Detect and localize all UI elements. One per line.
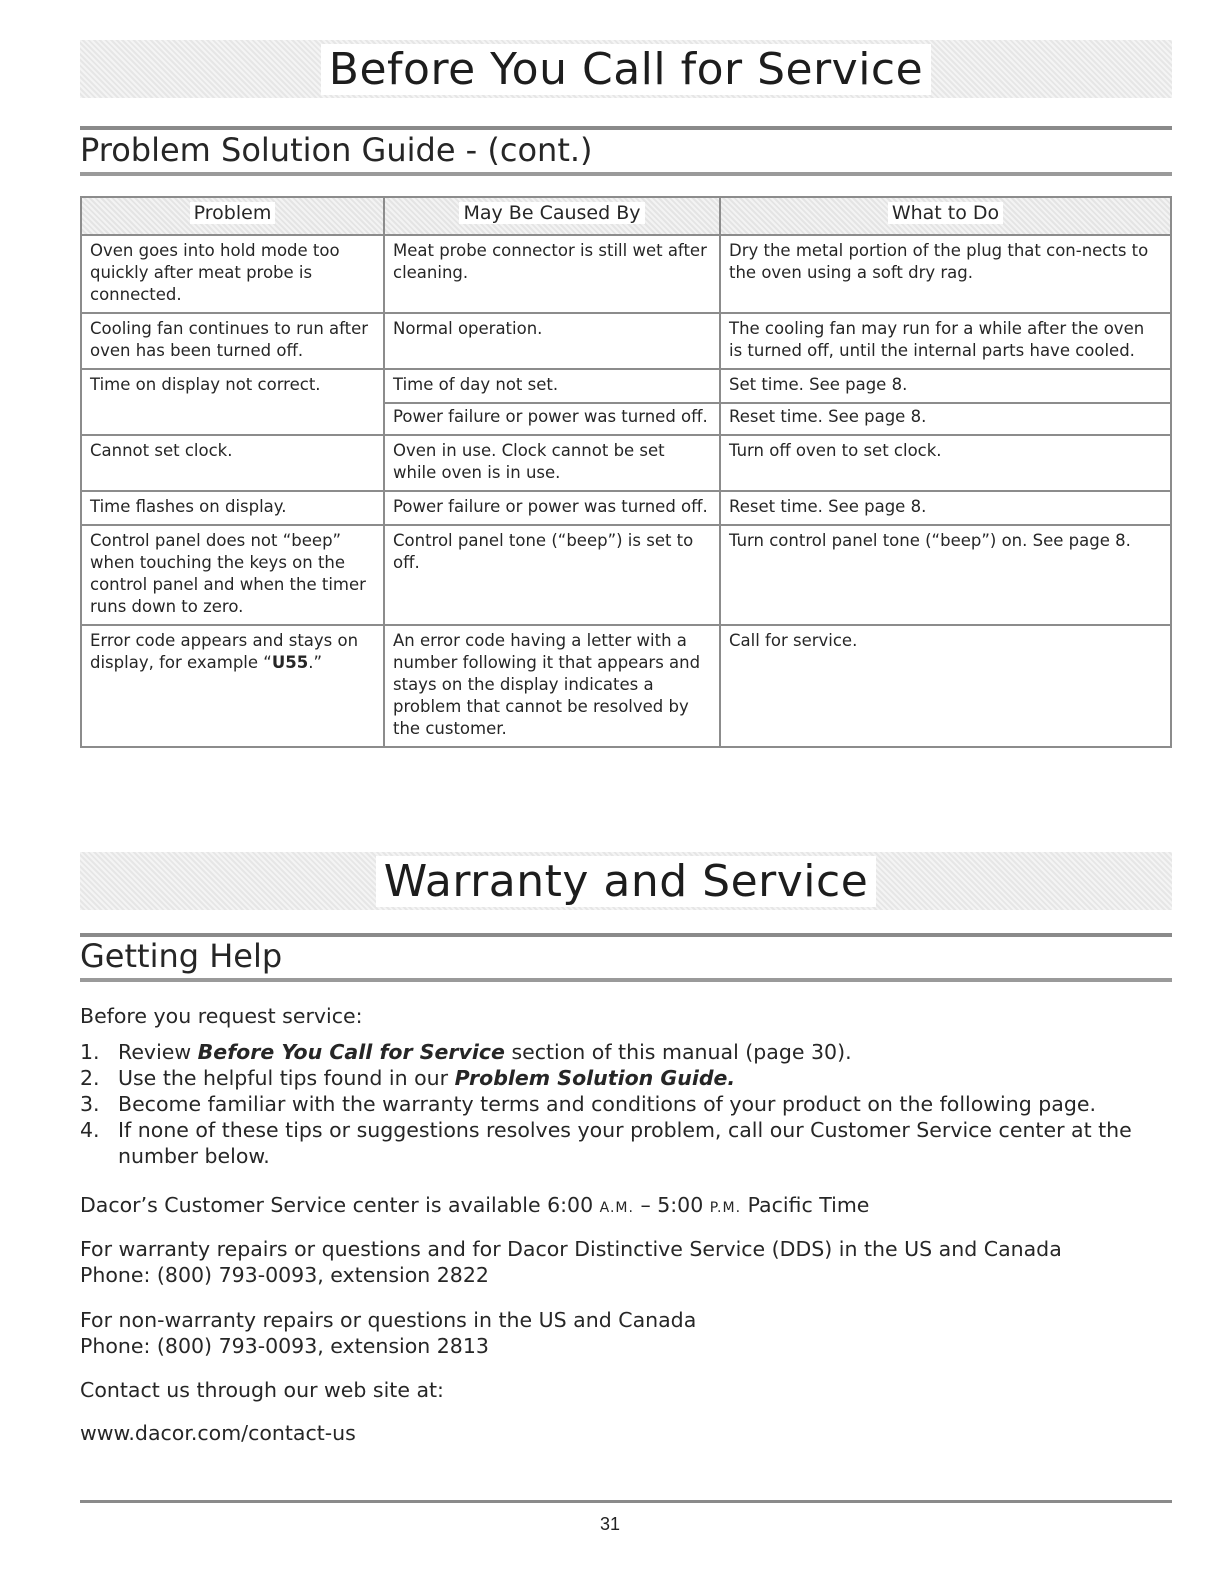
- cause-cell: Power failure or power was turned off.: [384, 491, 720, 525]
- website-link[interactable]: www.dacor.com/contact-us: [80, 1421, 356, 1445]
- table-row: [81, 313, 1171, 369]
- warranty-info: [80, 1236, 1172, 1288]
- todo-cell: Reset time. See page 8.: [720, 491, 1171, 525]
- section-title-problem-solution: Problem Solution Guide - (cont.): [80, 130, 1172, 176]
- cause-cell: Time of day not set.: [384, 369, 720, 403]
- header-problem: Problem: [81, 197, 384, 235]
- todo-cell: Reset time. See page 8.: [720, 403, 1171, 435]
- banner-warranty-service: [80, 852, 1172, 910]
- problem-cell: Time flashes on display.: [81, 491, 384, 525]
- table-row: [81, 625, 1171, 747]
- error-code: U55: [271, 653, 309, 672]
- help-intro: Before you request service:: [80, 1004, 363, 1028]
- cause-cell: An error code having a letter with a number following it that appears and stays on the display indicates a problem that cannot be resolved by the customer.: [384, 625, 720, 747]
- page-number: 31: [599, 1514, 621, 1534]
- problem-cell: Cooling fan continues to run after oven has been turned off.: [81, 313, 384, 369]
- header-cause: May Be Caused By: [384, 197, 720, 235]
- table-row: [81, 369, 1171, 403]
- todo-cell: Call for service.: [720, 625, 1171, 747]
- cause-cell: Normal operation.: [384, 313, 720, 369]
- cause-cell: Power failure or power was turned off.: [384, 403, 720, 435]
- table-row: [81, 525, 1171, 625]
- todo-cell: Dry the metal portion of the plug that con-nects to the oven using a soft dry rag.: [720, 235, 1171, 313]
- footer-rule: [80, 1500, 1172, 1503]
- banner-before-you-call: [80, 40, 1172, 98]
- list-item: 3. Become familiar with the warranty terms and conditions of your product on the following page.: [80, 1092, 1096, 1116]
- problem-cell: Cannot set clock.: [81, 435, 384, 491]
- nonwarranty-phone: Phone: (800) 793-0093, extension 2813: [80, 1334, 489, 1358]
- header-todo: What to Do: [720, 197, 1171, 235]
- problem-cell: Oven goes into hold mode too quickly after meat probe is connected.: [81, 235, 384, 313]
- table-row: [81, 235, 1171, 313]
- list-item: 1. Review Before You Call for Service section of this manual (page 30).: [80, 1040, 852, 1064]
- problem-cell: Error code appears and stays on display, for example “U55.”: [81, 625, 384, 747]
- table-row: [81, 491, 1171, 525]
- help-steps: [80, 1039, 1172, 1169]
- todo-cell: The cooling fan may run for a while after the oven is turned off, until the internal parts have cooled.: [720, 313, 1171, 369]
- cause-cell: Meat probe connector is still wet after cleaning.: [384, 235, 720, 313]
- problem-cell: Control panel does not “beep” when touching the keys on the control panel and when the timer runs down to zero.: [81, 525, 384, 625]
- contact-line: Contact us through our web site at:: [80, 1378, 444, 1402]
- cause-cell: Control panel tone (“beep”) is set to off.: [384, 525, 720, 625]
- list-item: 2. Use the helpful tips found in our Problem Solution Guide.: [80, 1066, 736, 1090]
- warranty-line: For warranty repairs or questions and for Dacor Distinctive Service (DDS) in the US and Canada: [80, 1237, 1062, 1261]
- todo-cell: Set time. See page 8.: [720, 369, 1171, 403]
- banner-title: Before You Call for Service: [321, 44, 931, 95]
- service-hours: Dacor’s Customer Service center is available 6:00 A.M. – 5:00 P.M. Pacific Time: [80, 1193, 870, 1217]
- todo-cell: Turn off oven to set clock.: [720, 435, 1171, 491]
- todo-cell: Turn control panel tone (“beep”) on. See page 8.: [720, 525, 1171, 625]
- problem-cell: Time on display not correct.: [81, 369, 384, 435]
- table-row: [81, 435, 1171, 491]
- list-item: 4. If none of these tips or suggestions resolves your problem, call our Customer Service center at the number below.: [80, 1118, 1132, 1168]
- table-header-row: [81, 197, 1171, 235]
- problem-solution-table: [80, 196, 1172, 748]
- nonwarranty-info: [80, 1307, 1172, 1359]
- banner-title: Warranty and Service: [376, 856, 877, 907]
- warranty-phone: Phone: (800) 793-0093, extension 2822: [80, 1263, 489, 1287]
- nonwarranty-line: For non-warranty repairs or questions in the US and Canada: [80, 1308, 697, 1332]
- cause-cell: Oven in use. Clock cannot be set while oven is in use.: [384, 435, 720, 491]
- section-title-getting-help: Getting Help: [80, 936, 1172, 982]
